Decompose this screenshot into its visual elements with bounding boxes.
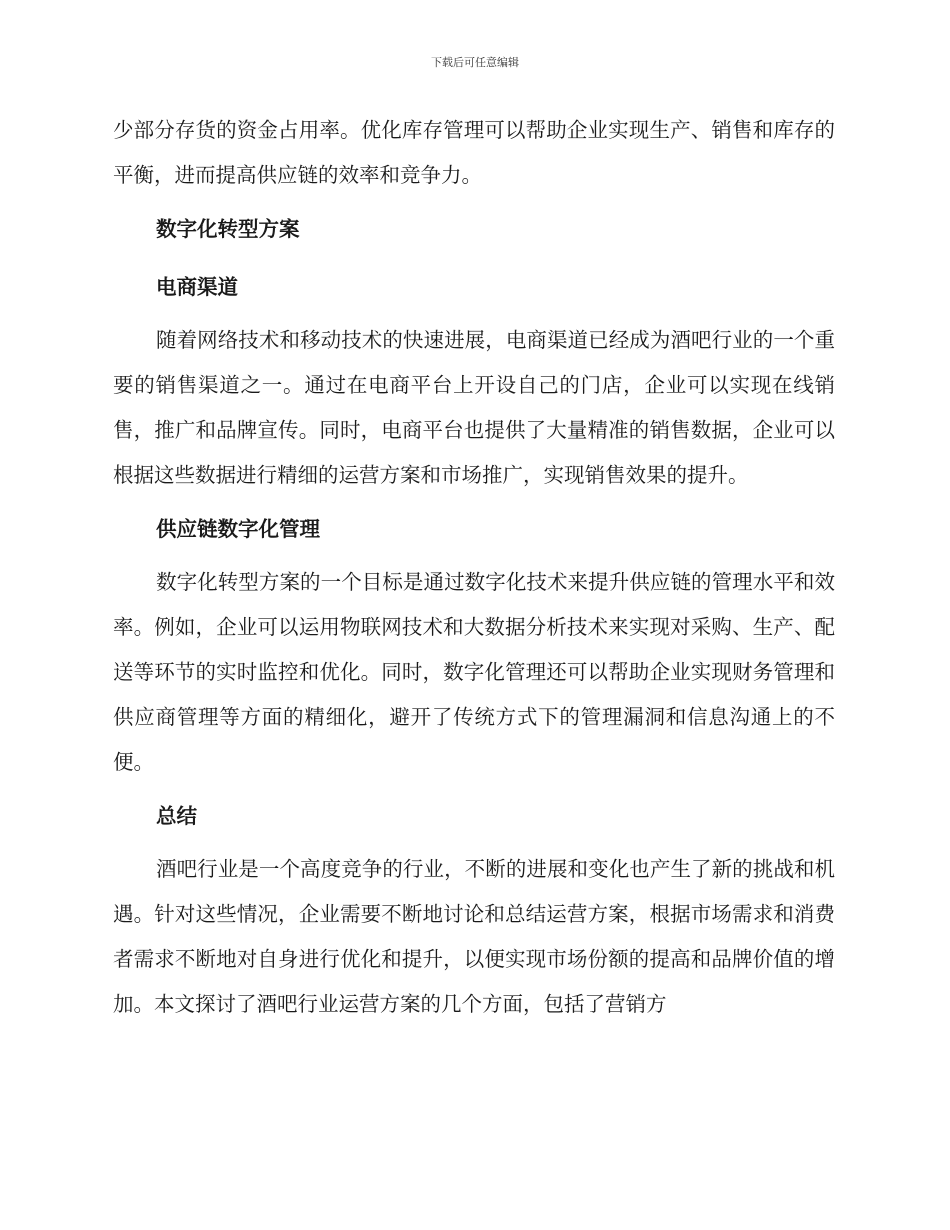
paragraph-supply-chain: 数字化转型方案的一个目标是通过数字化技术来提升供应链的管理水平和效率。例如，企业可以运用物联网技术和大数据分析技术来实现对采购、生产、配送等环节的实时监控和优化。同时，数字化管理还可以帮助企业实现财务管理和供应商管理等方面的精细化，避开了传统方式下的管理漏洞和信息沟通上的不便。	[113, 570, 835, 774]
paragraph-inventory-continuation: 少部分存货的资金占用率。优化库存管理可以帮助企业实现生产、销售和库存的平衡，进而提高供应链的效率和竞争力。	[113, 118, 835, 187]
heading-supply-chain: 供应链数字化管理	[156, 517, 320, 541]
page-header: 下载后可任意编辑	[431, 56, 519, 69]
heading-ecommerce-channel: 电商渠道	[156, 275, 238, 299]
paragraph-summary: 酒吧行业是一个高度竞争的行业，不断的进展和变化也产生了新的挑战和机遇。针对这些情况，企业需要不断地讨论和总结运营方案，根据市场需求和消费者需求不断地对自身进行优化和提升，以便实现市场份额的提高和品牌价值的增加。本文探讨了酒吧行业运营方案的几个方面，包括了营销方	[113, 857, 835, 1016]
paragraph-ecommerce: 随着网络技术和移动技术的快速进展，电商渠道已经成为酒吧行业的一个重要的销售渠道之一。通过在电商平台上开设自己的门店，企业可以实现在线销售，推广和品牌宣传。同时，电商平台也提供了大量精准的销售数据，企业可以根据这些数据进行精细的运营方案和市场推广，实现销售效果的提升。	[113, 328, 835, 487]
heading-summary: 总结	[156, 804, 197, 828]
heading-digital-transformation: 数字化转型方案	[156, 217, 300, 241]
document-body	[113, 108, 835, 1027]
